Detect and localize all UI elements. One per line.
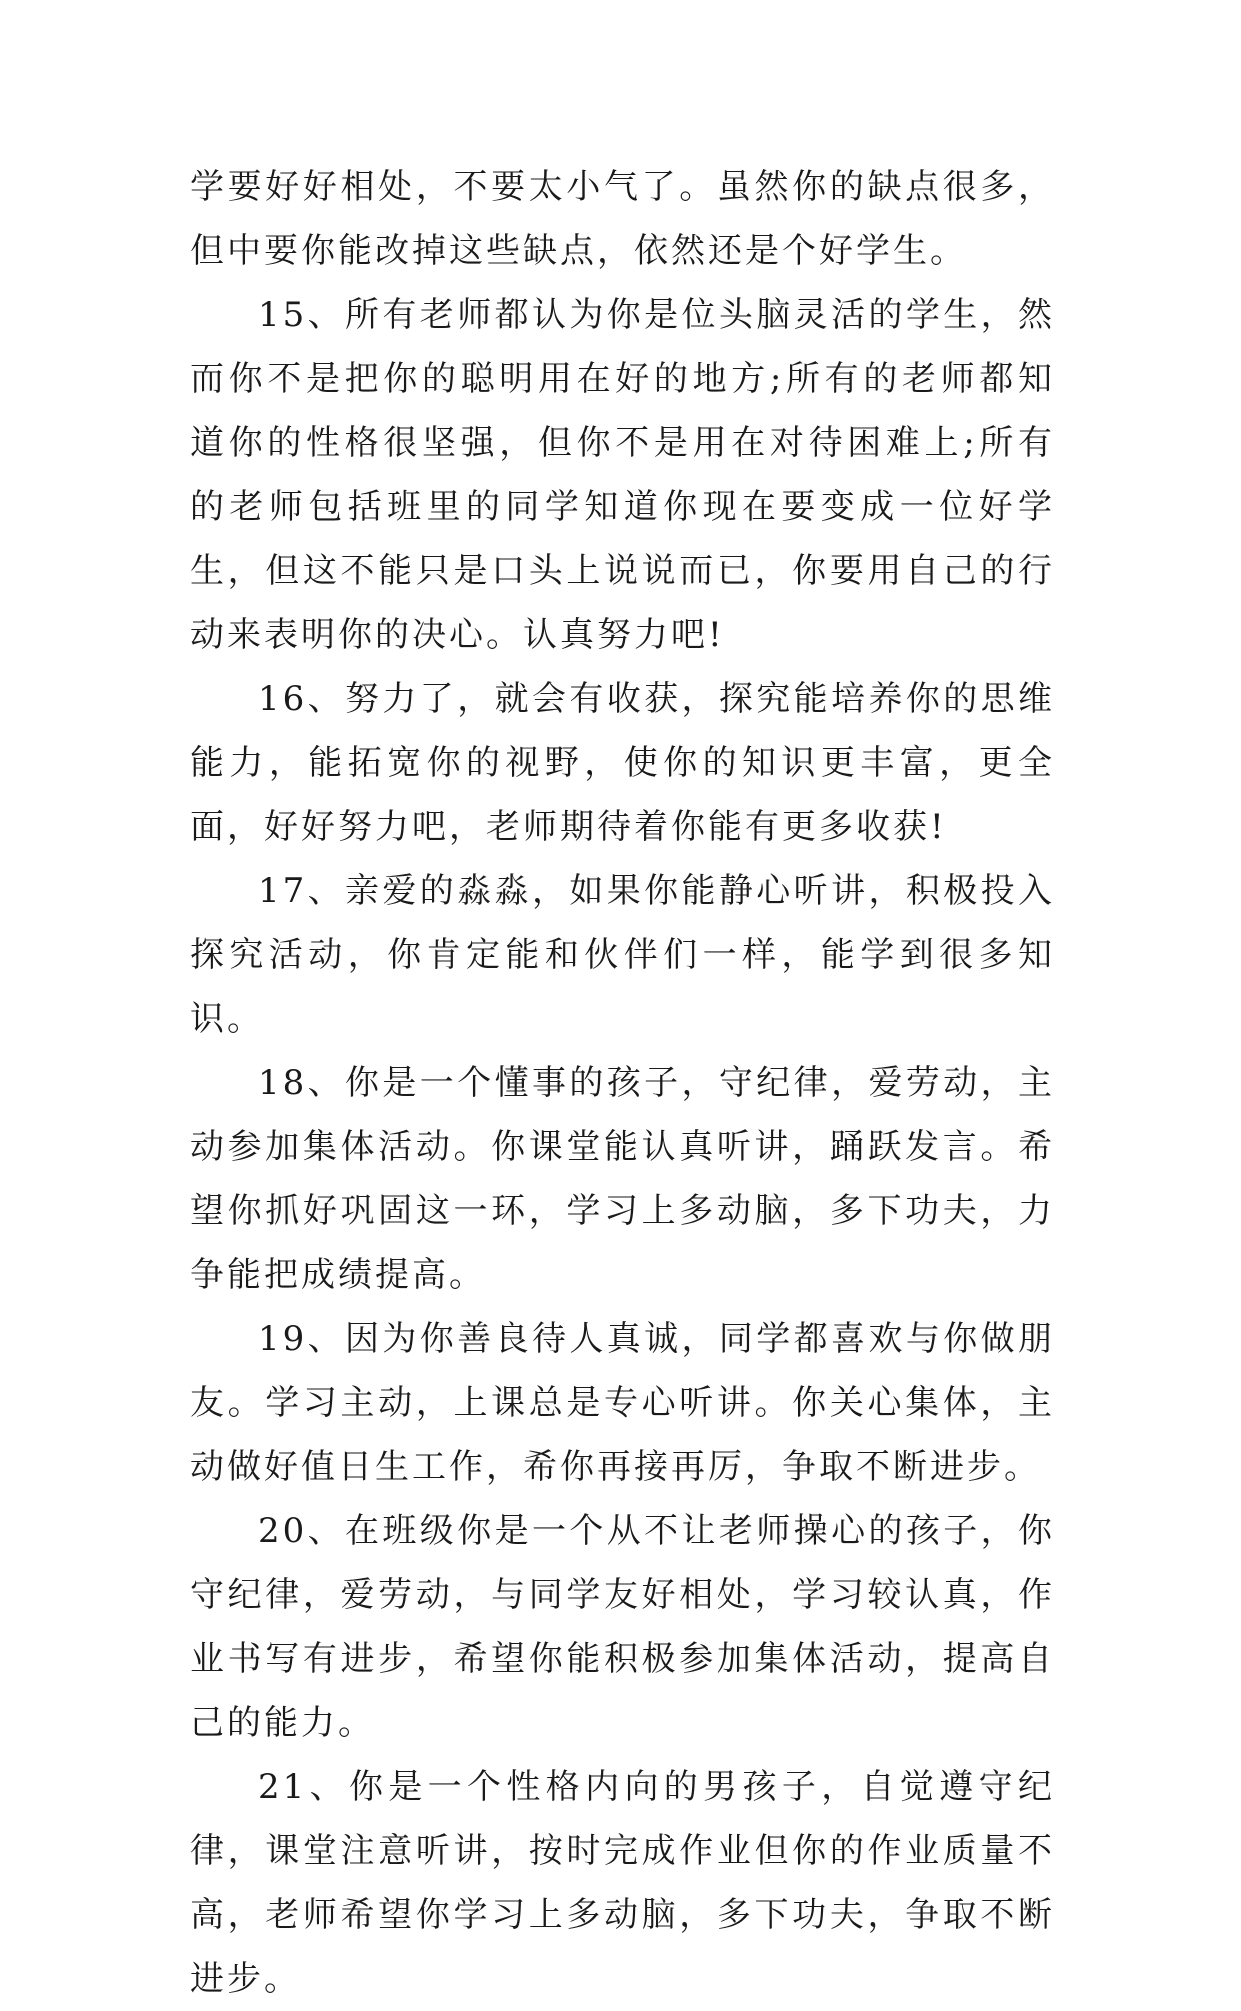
paragraph-20: 20、在班级你是一个从不让老师操心的孩子，你守纪律，爱劳动，与同学友好相处，学习较认真，作业书写有进步，希望你能积极参加集体活动，提高自己的能力。: [190, 1511, 1055, 1743]
paragraph-continued: 学要好好相处，不要太小气了。虽然你的缺点很多，但中要你能改掉这些缺点，依然还是个好学生。: [190, 167, 1055, 271]
paragraph-16: 16、努力了，就会有收获，探究能培养你的思维能力，能拓宽你的视野，使你的知识更丰富，更全面，好好努力吧，老师期待着你能有更多收获!: [190, 679, 1055, 847]
paragraph-15: 15、所有老师都认为你是位头脑灵活的学生，然而你不是把你的聪明用在好的地方;所有的老师都知道你的性格很坚强，但你不是用在对待困难上;所有的老师包括班里的同学知道你现在要变成一位好学生，但这不能只是口头上说说而已，你要用自己的行动来表明你的决心。认真努力吧!: [190, 295, 1055, 655]
paragraph-19: 19、因为你善良待人真诚，同学都喜欢与你做朋友。学习主动，上课总是专心听讲。你关心集体，主动做好值日生工作，希你再接再厉，争取不断进步。: [190, 1319, 1055, 1487]
document-body: [190, 155, 1055, 2011]
paragraph-18: 18、你是一个懂事的孩子，守纪律，爱劳动，主动参加集体活动。你课堂能认真听讲，踊跃发言。希望你抓好巩固这一环，学习上多动脑，多下功夫，力争能把成绩提高。: [190, 1063, 1055, 1295]
paragraph-21: 21、你是一个性格内向的男孩子，自觉遵守纪律，课堂注意听讲，按时完成作业但你的作业质量不高，老师希望你学习上多动脑，多下功夫，争取不断进步。: [190, 1767, 1055, 1999]
paragraph-17: 17、亲爱的淼淼，如果你能静心听讲，积极投入探究活动，你肯定能和伙伴们一样，能学到很多知识。: [190, 871, 1055, 1039]
